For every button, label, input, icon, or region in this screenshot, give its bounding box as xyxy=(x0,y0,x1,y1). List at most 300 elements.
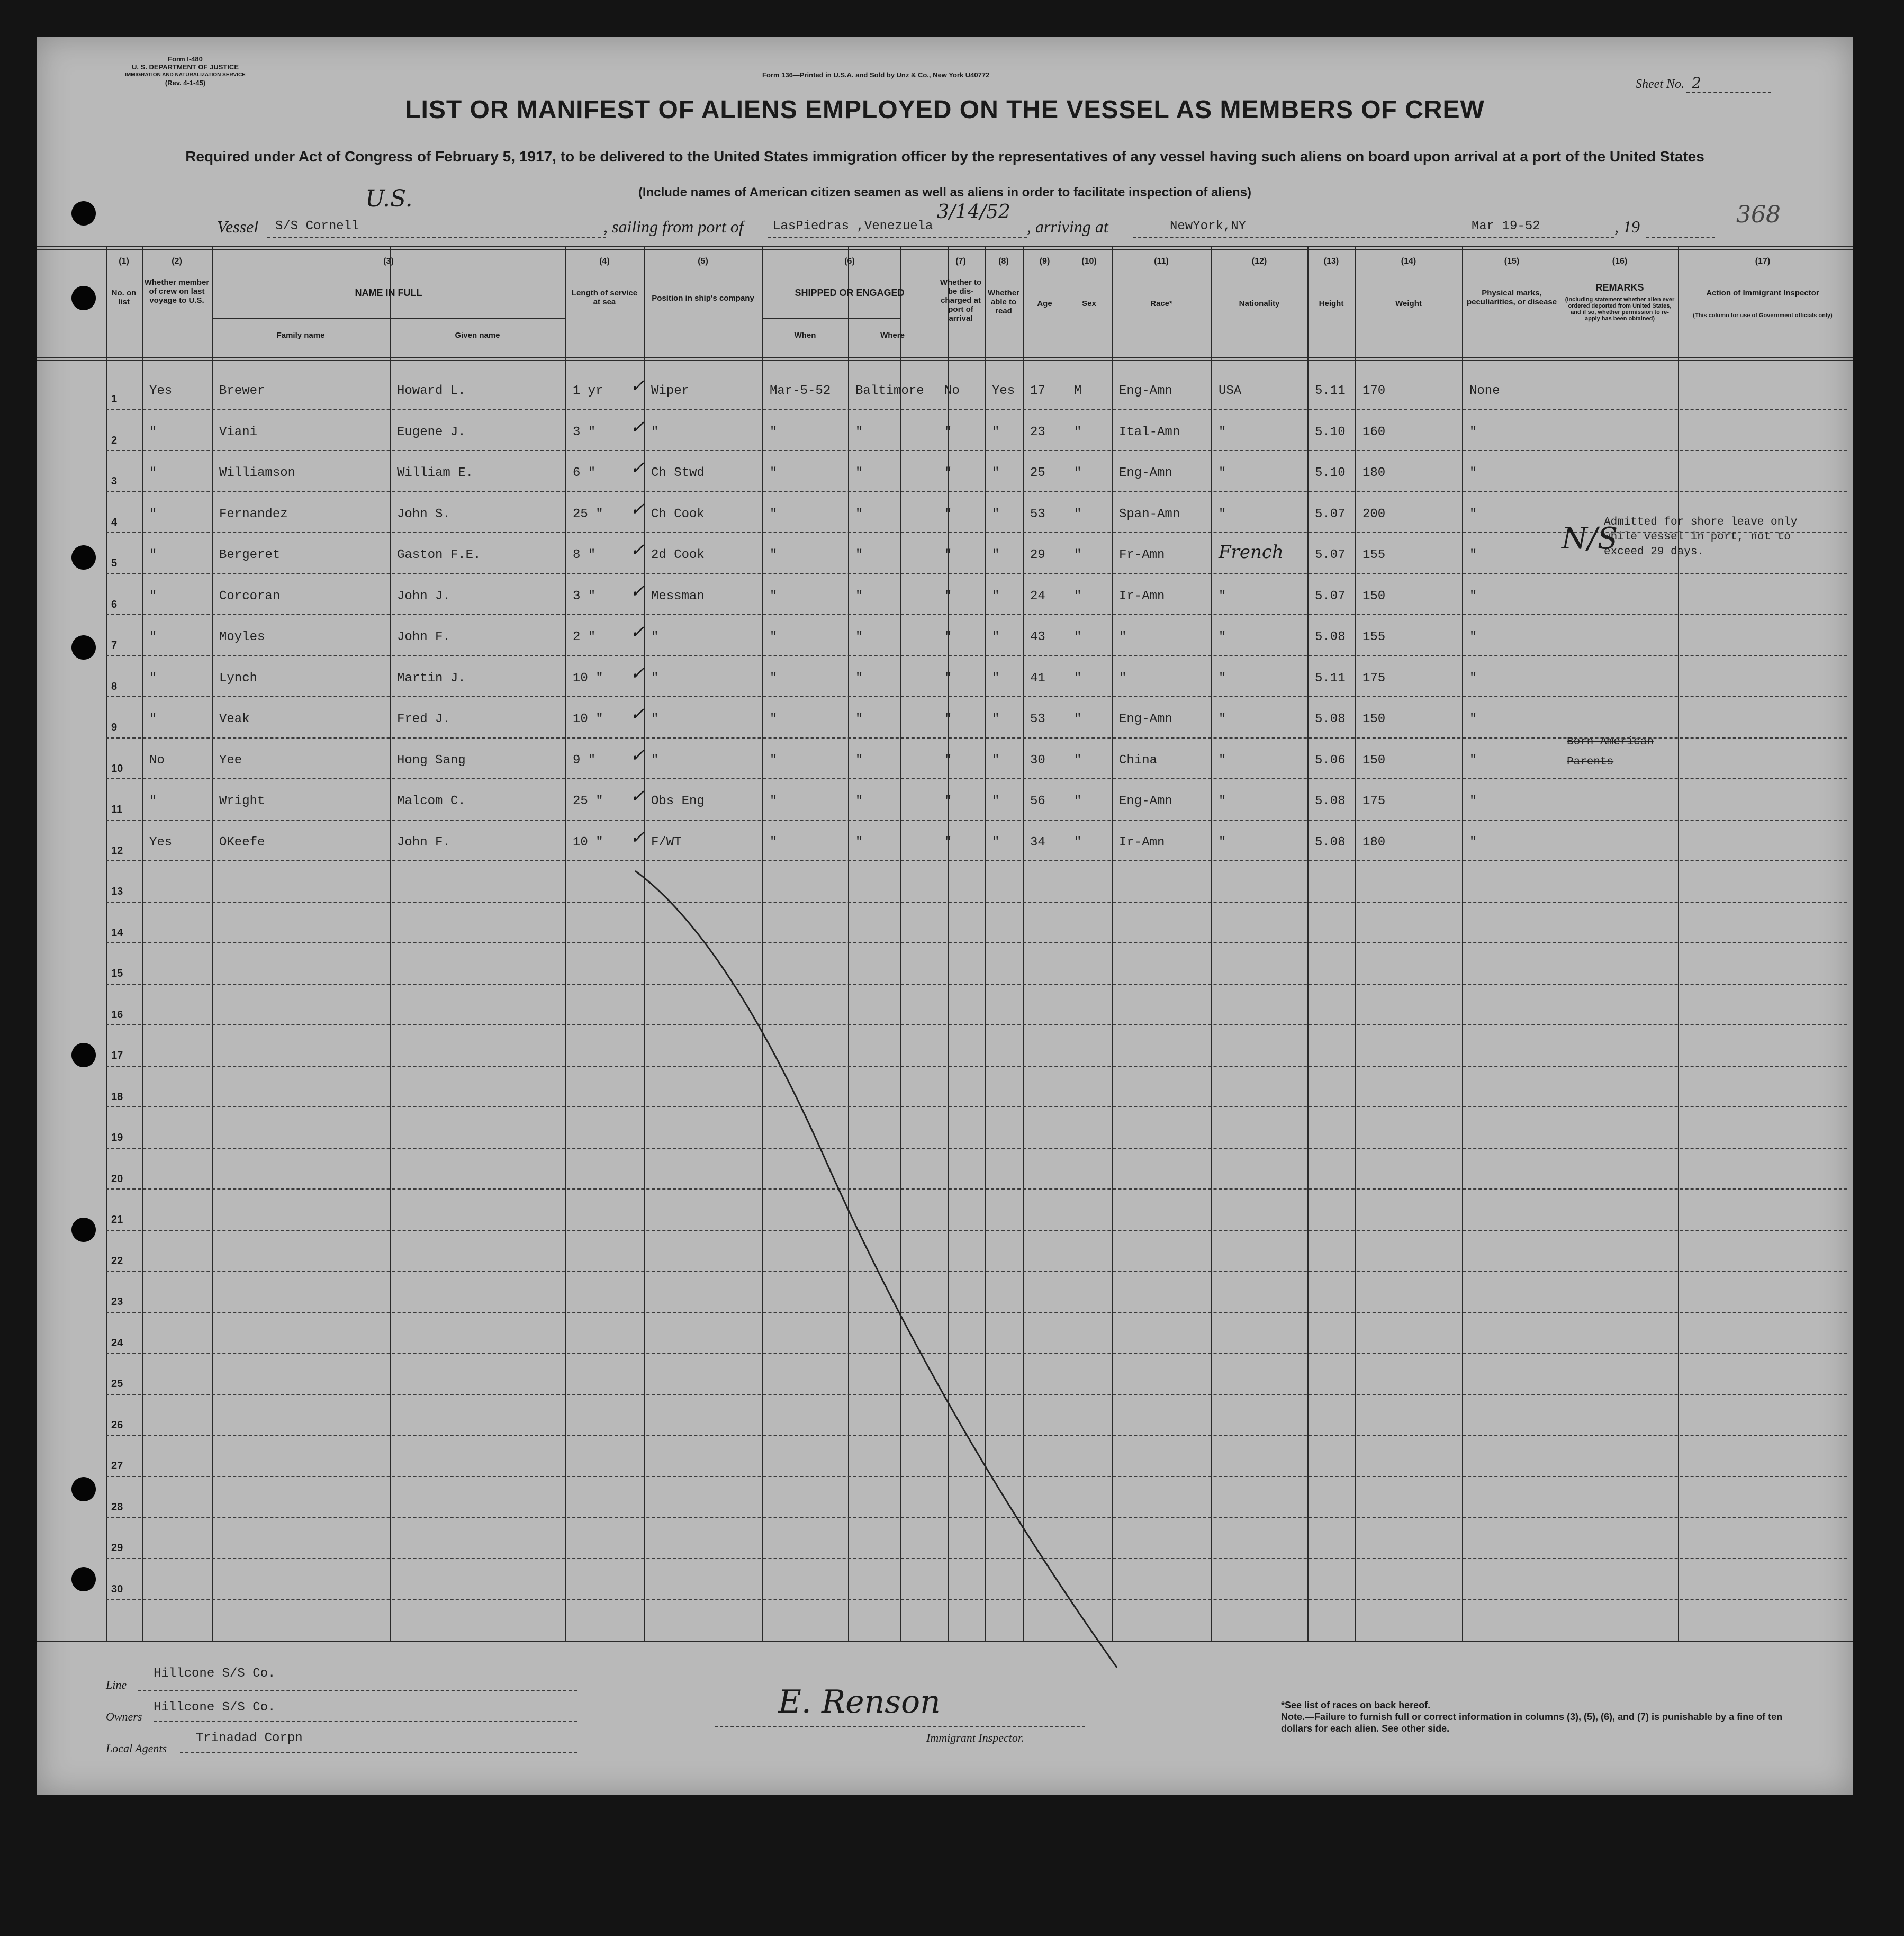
cell-sex: " xyxy=(1074,630,1082,644)
cell-no: 5 xyxy=(111,557,118,569)
cell-service: 6 " xyxy=(573,466,596,480)
cell-read: " xyxy=(992,466,1000,480)
check-mark: ✓ xyxy=(630,622,645,643)
cell-family: Yee xyxy=(219,753,242,768)
sailing-label: , sailing from port of xyxy=(603,217,744,236)
cell-where: " xyxy=(855,630,863,644)
cell-position: Ch Cook xyxy=(651,507,705,521)
cell-disch: " xyxy=(944,835,952,850)
cell-race: Ir-Amn xyxy=(1119,835,1165,850)
cell-weight: 175 xyxy=(1362,671,1386,686)
cell-height: 5.10 xyxy=(1315,466,1346,480)
cell-race: Eng-Amn xyxy=(1119,384,1172,398)
fine-note: Note.—Failure to furnish full or correct information in columns (3), (5), (6), and (7) is punishable by a fine of ten dollars for each alien. See other side. xyxy=(1281,1712,1783,1734)
vessel-label: Vessel xyxy=(217,217,259,236)
column-number: (13) xyxy=(1323,257,1339,266)
cell-family: Williamson xyxy=(219,466,296,480)
empty-row-number: 17 xyxy=(111,1050,123,1061)
cell-prev: " xyxy=(149,712,157,726)
cell-marks: " xyxy=(1469,753,1477,768)
owners-label: Owners xyxy=(106,1710,142,1723)
port-hand-date: 3/14/52 xyxy=(937,201,1010,223)
empty-row-number: 18 xyxy=(111,1091,123,1103)
empty-row-number: 29 xyxy=(111,1542,123,1554)
cell-nat: " xyxy=(1219,466,1226,480)
cell-sex: " xyxy=(1074,466,1082,480)
cell-position: Wiper xyxy=(651,384,690,398)
cell-race: " xyxy=(1119,630,1127,644)
header-name-in-full: NAME IN FULL xyxy=(355,287,422,298)
cell-nat: " xyxy=(1219,630,1226,644)
cell-sex: " xyxy=(1074,753,1082,768)
cell-position: " xyxy=(651,425,659,439)
cell-height: 5.11 xyxy=(1315,671,1346,686)
cell-no: 2 xyxy=(111,434,118,446)
cell-marks: " xyxy=(1469,794,1477,808)
cell-weight: 160 xyxy=(1362,425,1386,439)
cell-where: " xyxy=(855,753,863,768)
cell-disch: No xyxy=(944,384,960,398)
cell-marks: " xyxy=(1469,835,1477,850)
cell-position: Obs Eng xyxy=(651,794,705,808)
empty-row-number: 23 xyxy=(111,1296,123,1308)
cell-read: " xyxy=(992,671,1000,686)
cell-age: 56 xyxy=(1030,794,1045,808)
check-mark: ✓ xyxy=(630,704,645,725)
cell-family: Corcoran xyxy=(219,589,281,604)
empty-row-number: 13 xyxy=(111,886,123,897)
column-number: (5) xyxy=(698,257,708,266)
cell-family: OKeefe xyxy=(219,835,265,850)
arrival-date: Mar 19-52 xyxy=(1472,219,1540,233)
cell-nat: " xyxy=(1219,753,1226,768)
revision: (Rev. 4-1-45) xyxy=(165,79,206,87)
cell-when: " xyxy=(770,507,778,521)
cell-when: " xyxy=(770,589,778,604)
header-nationality: Nationality xyxy=(1239,299,1280,308)
header-length-service: Length of service at sea xyxy=(571,289,638,307)
header-no-on-list: No. on list xyxy=(111,289,137,307)
cell-when: " xyxy=(770,753,778,768)
cell-given: John S. xyxy=(397,507,450,521)
printer-line: Form 136—Printed in U.S.A. and Sold by Unz & Co., New York U40772 xyxy=(762,71,990,79)
cell-disch: " xyxy=(944,712,952,726)
header-action-inspector: Action of Immigrant Inspector xyxy=(1706,289,1819,298)
subnote: (Include names of American citizen seamen as well as aliens in order to facilitate inspection of aliens) xyxy=(638,185,1252,200)
cell-when: " xyxy=(770,712,778,726)
cell-age: 25 xyxy=(1030,466,1045,480)
empty-row-number: 16 xyxy=(111,1008,123,1021)
cell-marks: " xyxy=(1469,589,1477,604)
cell-height: 5.07 xyxy=(1315,548,1346,562)
header-shipped-engaged: SHIPPED OR ENGAGED xyxy=(795,287,905,298)
cell-read: " xyxy=(992,507,1000,521)
column-number: (11) xyxy=(1154,257,1169,266)
cell-read: " xyxy=(992,753,1000,768)
cell-family: Brewer xyxy=(219,384,265,398)
check-mark: ✓ xyxy=(630,826,645,848)
cell-age: 53 xyxy=(1030,712,1045,726)
cell-disch: " xyxy=(944,548,952,562)
column-number: (8) xyxy=(998,257,1009,266)
cell-where: Baltimore xyxy=(855,384,924,398)
cell-age: 23 xyxy=(1030,425,1045,439)
column-number: (2) xyxy=(172,257,182,266)
cell-when: " xyxy=(770,671,778,686)
cell-weight: 200 xyxy=(1362,507,1386,521)
manifest-paper xyxy=(37,37,1853,1795)
cell-when: Mar-5-52 xyxy=(770,384,831,398)
column-number: (16) xyxy=(1612,257,1628,266)
cell-position: Messman xyxy=(651,589,705,604)
cell-service: 10 " xyxy=(573,712,603,726)
remark-born-american: Born American Parents xyxy=(1567,735,1654,768)
check-mark: ✓ xyxy=(630,416,645,438)
cell-nat: " xyxy=(1219,671,1226,686)
service: IMMIGRATION AND NATURALIZATION SERVICE xyxy=(125,72,246,78)
column-number: (4) xyxy=(599,257,610,266)
subtitle: Required under Act of Congress of February 5, 1917, to be delivered to the United States immigration officer by the representatives of any vessel having such aliens on board upon arrival at a port of the United States xyxy=(185,148,1704,165)
cell-read: " xyxy=(992,712,1000,726)
cell-prev: " xyxy=(149,425,157,439)
cell-where: " xyxy=(855,507,863,521)
owners-value: Hillcone S/S Co. xyxy=(154,1700,276,1715)
cell-height: 5.06 xyxy=(1315,753,1346,768)
empty-row-number: 25 xyxy=(111,1378,123,1390)
header-given-name: Given name xyxy=(455,331,500,340)
cell-family: Viani xyxy=(219,425,258,439)
cell-no: 6 xyxy=(111,598,118,610)
cell-disch: " xyxy=(944,507,952,521)
header-remarks-note: (Including statement whether alien ever ordered deported from United States, and if so, whether permission to re-apply has been obtained) xyxy=(1565,296,1675,322)
cell-where: " xyxy=(855,466,863,480)
inspector-signature: E. Renson xyxy=(778,1683,941,1721)
cell-given: William E. xyxy=(397,466,474,480)
stamp-number: 368 xyxy=(1736,201,1781,228)
column-number: (9) xyxy=(1039,257,1050,266)
vessel-name: S/S Cornell xyxy=(275,219,359,233)
cell-disch: " xyxy=(944,466,952,480)
cell-no: 3 xyxy=(111,475,118,487)
cell-weight: 170 xyxy=(1362,384,1386,398)
sheet-label: Sheet No. xyxy=(1636,77,1684,91)
cell-nat: " xyxy=(1219,794,1226,808)
cell-read: " xyxy=(992,835,1000,850)
cell-position: " xyxy=(651,671,659,686)
cell-nat: " xyxy=(1219,425,1226,439)
empty-row-number: 15 xyxy=(111,968,123,979)
cell-service: 8 " xyxy=(573,548,596,562)
column-number: (14) xyxy=(1401,257,1416,266)
header-sex: Sex xyxy=(1082,299,1096,308)
cell-where: " xyxy=(855,671,863,686)
header-race: Race* xyxy=(1150,299,1172,308)
agents-value: Trinadad Corpn xyxy=(196,1731,303,1745)
column-number: (10) xyxy=(1081,257,1097,266)
cell-weight: 150 xyxy=(1362,753,1386,768)
empty-row-number: 27 xyxy=(111,1460,123,1472)
cell-nat: " xyxy=(1219,507,1226,521)
check-mark: ✓ xyxy=(630,786,645,807)
cell-where: " xyxy=(855,425,863,439)
cell-no: 8 xyxy=(111,680,118,692)
year-label: , 19 xyxy=(1614,217,1640,236)
check-mark: ✓ xyxy=(630,662,645,684)
empty-row-number: 24 xyxy=(111,1337,123,1349)
arriving-label: , arriving at xyxy=(1027,217,1108,236)
cell-age: 34 xyxy=(1030,835,1045,850)
check-mark: ✓ xyxy=(630,457,645,479)
cell-prev: Yes xyxy=(149,835,173,850)
cell-sex: " xyxy=(1074,671,1082,686)
cell-race: Ir-Amn xyxy=(1119,589,1165,604)
cell-read: " xyxy=(992,794,1000,808)
cell-height: 5.08 xyxy=(1315,835,1346,850)
cell-marks: " xyxy=(1469,712,1477,726)
cell-prev: Yes xyxy=(149,384,173,398)
cell-nat: French xyxy=(1219,542,1284,563)
cell-height: 5.07 xyxy=(1315,589,1346,604)
cell-race: " xyxy=(1119,671,1127,686)
cell-given: John J. xyxy=(397,589,450,604)
cell-when: " xyxy=(770,835,778,850)
cell-position: F/WT xyxy=(651,835,682,850)
empty-row-number: 19 xyxy=(111,1132,123,1143)
cell-sex: " xyxy=(1074,548,1082,562)
cell-position: " xyxy=(651,630,659,644)
cell-height: 5.08 xyxy=(1315,794,1346,808)
empty-row-number: 26 xyxy=(111,1419,123,1431)
cell-no: 7 xyxy=(111,640,118,651)
header-where: Where xyxy=(880,331,905,340)
cell-weight: 180 xyxy=(1362,835,1386,850)
cell-no: 4 xyxy=(111,516,118,528)
cell-when: " xyxy=(770,794,778,808)
cell-sex: " xyxy=(1074,425,1082,439)
empty-row-number: 20 xyxy=(111,1173,123,1185)
cell-family: Veak xyxy=(219,712,250,726)
cell-no: 12 xyxy=(111,844,123,857)
cell-prev: " xyxy=(149,466,157,480)
header-prev-voyage: Whether member of crew on last voyage to U.S. xyxy=(144,278,210,305)
cell-disch: " xyxy=(944,630,952,644)
cell-position: Ch Stwd xyxy=(651,466,705,480)
cell-sex: " xyxy=(1074,507,1082,521)
cell-sex: M xyxy=(1074,384,1082,398)
cell-where: " xyxy=(855,589,863,604)
check-mark: ✓ xyxy=(630,539,645,561)
cell-weight: 180 xyxy=(1362,466,1386,480)
cell-weight: 150 xyxy=(1362,589,1386,604)
cell-family: Wright xyxy=(219,794,265,808)
cell-weight: 155 xyxy=(1362,548,1386,562)
cell-given: John F. xyxy=(397,835,450,850)
line-label: Line xyxy=(106,1678,127,1691)
empty-row-number: 30 xyxy=(111,1583,123,1595)
cell-position: 2d Cook xyxy=(651,548,705,562)
cell-prev: " xyxy=(149,589,157,604)
cell-prev: " xyxy=(149,794,157,808)
cell-service: 10 " xyxy=(573,671,603,686)
cell-marks: None xyxy=(1469,384,1500,398)
cell-read: " xyxy=(992,589,1000,604)
header-height: Height xyxy=(1319,299,1344,308)
header-age: Age xyxy=(1037,299,1052,308)
cell-disch: " xyxy=(944,671,952,686)
cell-marks: " xyxy=(1469,466,1477,480)
header-remarks: REMARKS xyxy=(1595,282,1644,293)
empty-row-number: 21 xyxy=(111,1214,123,1226)
cell-age: 43 xyxy=(1030,630,1045,644)
cell-height: 5.08 xyxy=(1315,630,1346,644)
cell-race: China xyxy=(1119,753,1158,768)
cell-service: 1 yr xyxy=(573,384,603,398)
column-number: (17) xyxy=(1755,257,1771,266)
cell-marks: " xyxy=(1469,671,1477,686)
arriving-port: NewYork,NY xyxy=(1170,219,1247,233)
cell-position: " xyxy=(651,712,659,726)
cell-service: 10 " xyxy=(573,835,603,850)
header-physical-marks: Physical marks, peculiarities, or disease xyxy=(1466,289,1557,307)
cell-prev: " xyxy=(149,548,157,562)
cell-family: Fernandez xyxy=(219,507,288,521)
cell-weight: 175 xyxy=(1362,794,1386,808)
cell-service: 2 " xyxy=(573,630,596,644)
header-family-name: Family name xyxy=(276,331,325,340)
cell-prev: " xyxy=(149,671,157,686)
column-number: (15) xyxy=(1504,257,1520,266)
cell-where: " xyxy=(855,835,863,850)
cell-given: Malcom C. xyxy=(397,794,466,808)
remark-shore-leave: Admitted for shore leave only while vessel in port, not to exceed 29 days. xyxy=(1604,516,1798,558)
cell-height: 5.11 xyxy=(1315,384,1346,398)
cell-sex: " xyxy=(1074,589,1082,604)
check-mark: ✓ xyxy=(630,498,645,520)
cell-nat: " xyxy=(1219,835,1226,850)
cell-marks: " xyxy=(1469,548,1477,562)
cell-prev: " xyxy=(149,630,157,644)
cell-nat: USA xyxy=(1219,384,1242,398)
column-number: (7) xyxy=(955,257,966,266)
cell-no: 10 xyxy=(111,762,123,775)
cell-weight: 155 xyxy=(1362,630,1386,644)
column-number: (6) xyxy=(844,257,855,266)
column-number: (3) xyxy=(383,257,394,266)
cell-sex: " xyxy=(1074,712,1082,726)
cell-age: 29 xyxy=(1030,548,1045,562)
cell-service: 3 " xyxy=(573,425,596,439)
cell-when: " xyxy=(770,548,778,562)
cell-given: John F. xyxy=(397,630,450,644)
cell-nat: " xyxy=(1219,712,1226,726)
check-mark: ✓ xyxy=(630,744,645,766)
cell-sex: " xyxy=(1074,835,1082,850)
header-when: When xyxy=(794,331,816,340)
cell-age: 41 xyxy=(1030,671,1045,686)
cell-race: Fr-Amn xyxy=(1119,548,1165,562)
empty-row-number: 22 xyxy=(111,1255,123,1267)
cell-nat: " xyxy=(1219,589,1226,604)
cell-race: Span-Amn xyxy=(1119,507,1180,521)
empty-row-number: 28 xyxy=(111,1501,123,1513)
cell-weight: 150 xyxy=(1362,712,1386,726)
page-title: LIST OR MANIFEST OF ALIENS EMPLOYED ON THE VESSEL AS MEMBERS OF CREW xyxy=(405,96,1485,124)
sheet-value: 2 xyxy=(1686,74,1771,93)
check-mark: ✓ xyxy=(630,375,645,397)
cell-no: 11 xyxy=(111,804,123,815)
cell-race: Eng-Amn xyxy=(1119,794,1172,808)
races-note: *See list of races on back hereof. xyxy=(1281,1700,1431,1710)
cell-when: " xyxy=(770,630,778,644)
header-weight: Weight xyxy=(1395,299,1422,308)
column-number: (12) xyxy=(1251,257,1267,266)
cell-marks: " xyxy=(1469,630,1477,644)
cell-sex: " xyxy=(1074,794,1082,808)
cell-no: 9 xyxy=(111,722,118,733)
cell-disch: " xyxy=(944,589,952,604)
cell-position: " xyxy=(651,753,659,768)
cell-prev: " xyxy=(149,507,157,521)
cell-service: 25 " xyxy=(573,507,603,521)
cell-given: Fred J. xyxy=(397,712,450,726)
vessel-hand-note: U.S. xyxy=(365,185,413,212)
cell-given: Eugene J. xyxy=(397,425,466,439)
cell-given: Hong Sang xyxy=(397,753,466,768)
header-position: Position in ship's company xyxy=(652,294,754,303)
cell-race: Eng-Amn xyxy=(1119,466,1172,480)
check-mark: ✓ xyxy=(630,580,645,602)
department: U. S. DEPARTMENT OF JUSTICE xyxy=(132,63,239,71)
agents-label: Local Agents xyxy=(106,1742,167,1755)
form-number: Form I-480 xyxy=(168,55,203,63)
cell-race: Eng-Amn xyxy=(1119,712,1172,726)
cell-family: Lynch xyxy=(219,671,258,686)
empty-row-number: 14 xyxy=(111,926,123,939)
cell-disch: " xyxy=(944,794,952,808)
cell-no: 1 xyxy=(111,393,118,405)
cell-race: Ital-Amn xyxy=(1119,425,1180,439)
cell-age: 17 xyxy=(1030,384,1045,398)
check-stroke xyxy=(635,871,1117,1668)
column-number: (1) xyxy=(119,257,129,266)
header-action-note: (This column for use of Government officials only) xyxy=(1693,312,1833,319)
cell-height: 5.07 xyxy=(1315,507,1346,521)
cell-service: 9 " xyxy=(573,753,596,768)
cell-where: " xyxy=(855,712,863,726)
header-discharged: Whether to be dis-charged at port of arrival xyxy=(940,278,982,323)
cell-when: " xyxy=(770,466,778,480)
cell-where: " xyxy=(855,794,863,808)
cell-disch: " xyxy=(944,753,952,768)
cell-height: 5.10 xyxy=(1315,425,1346,439)
cell-age: 30 xyxy=(1030,753,1045,768)
cell-height: 5.08 xyxy=(1315,712,1346,726)
cell-read: " xyxy=(992,630,1000,644)
check-stroke-svg xyxy=(37,37,1853,1795)
cell-service: 25 " xyxy=(573,794,603,808)
line-value: Hillcone S/S Co. xyxy=(154,1667,276,1681)
cell-family: Moyles xyxy=(219,630,265,644)
cell-disch: " xyxy=(944,425,952,439)
cell-where: " xyxy=(855,548,863,562)
cell-age: 53 xyxy=(1030,507,1045,521)
cell-prev: No xyxy=(149,753,165,768)
cell-marks: " xyxy=(1469,507,1477,521)
sailing-port: LasPiedras ,Venezuela xyxy=(773,219,933,233)
cell-age: 24 xyxy=(1030,589,1045,604)
cell-given: Howard L. xyxy=(397,384,466,398)
cell-given: Gaston F.E. xyxy=(397,548,481,562)
